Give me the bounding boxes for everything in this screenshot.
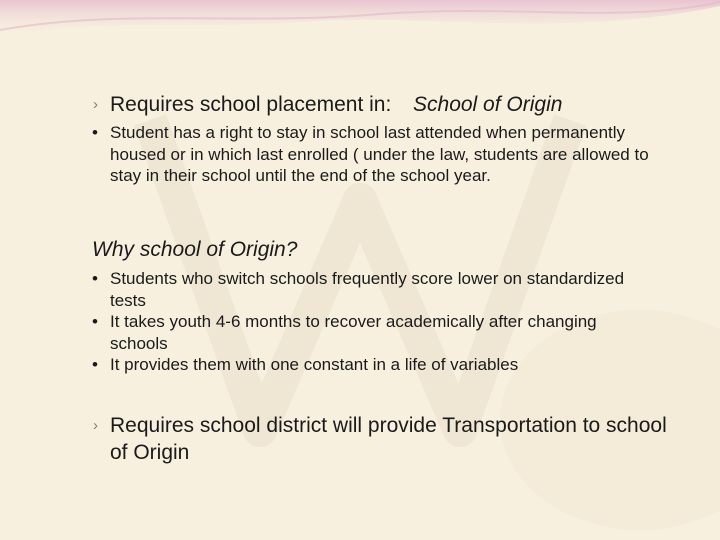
bullet-dot-icon: • bbox=[92, 312, 98, 331]
bullet-text: Students who switch schools frequently score lower on standardized tests bbox=[110, 269, 625, 310]
list-item bbox=[90, 122, 670, 187]
bullet-dot-icon: • bbox=[92, 123, 98, 142]
list-item bbox=[90, 268, 630, 311]
chevron-bullet-icon: › bbox=[93, 417, 98, 434]
why-origin-bullet-list bbox=[90, 268, 630, 376]
bullet-dot-icon: • bbox=[92, 355, 98, 374]
transportation-heading bbox=[93, 412, 670, 466]
chevron-bullet-icon: › bbox=[93, 96, 98, 113]
transportation-text: Requires school district will provide Transportation to school of Origin bbox=[110, 414, 667, 464]
bullet-dot-icon: • bbox=[92, 269, 98, 288]
list-item bbox=[90, 354, 630, 376]
bullet-text: Student has a right to stay in school last attended when permanently housed or in which last enrolled ( under the law, students are allowed to stay in their school until the end of the school year. bbox=[110, 123, 649, 185]
placement-emphasis-text: School of Origin bbox=[413, 93, 563, 116]
placement-heading bbox=[93, 91, 670, 118]
placement-bullet-list bbox=[90, 122, 670, 187]
bullet-text: It provides them with one constant in a life of variables bbox=[110, 355, 519, 374]
placement-lead-text: Requires school placement in: bbox=[110, 93, 392, 116]
why-origin-heading: Why school of Origin? bbox=[92, 238, 298, 261]
bullet-text: It takes youth 4-6 months to recover academically after changing schools bbox=[110, 312, 597, 353]
list-item bbox=[90, 311, 630, 354]
